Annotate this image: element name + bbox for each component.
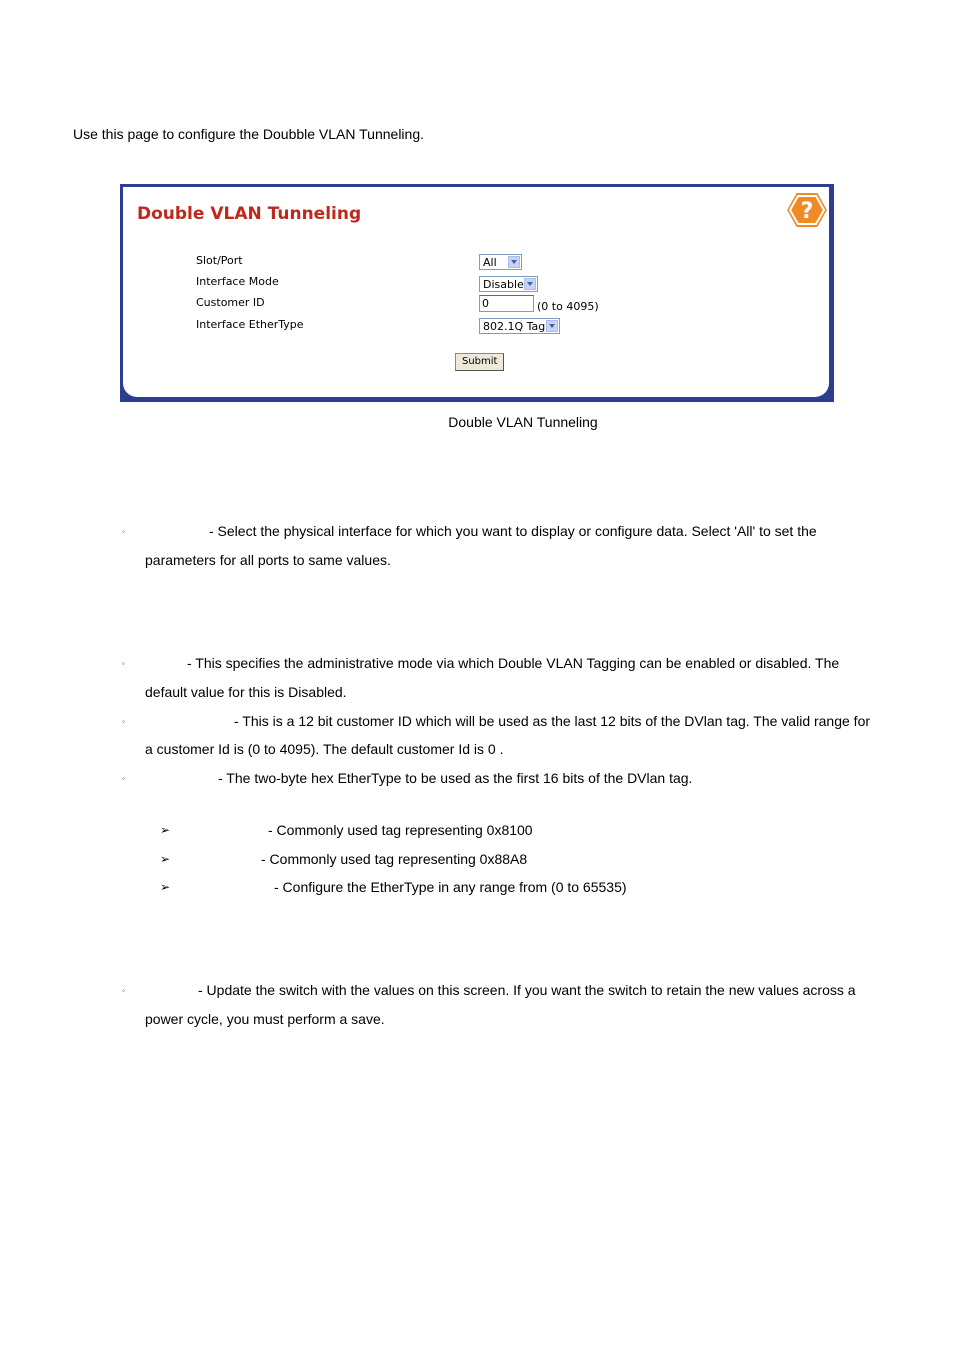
bullet-icon: ◦ (122, 717, 125, 726)
ethertype-value: 802.1Q Tag (483, 320, 546, 333)
interface-mode-label: Interface Mode (196, 275, 279, 288)
arrow-bullet-icon: ➢ (160, 880, 171, 894)
submit-desc-line1: - Update the switch with the values on this screen. If you want the switch to retain the new values across a (198, 982, 856, 998)
mode-desc-line1: - This specifies the administrative mode via which Double VLAN Tagging can be enabled or disabled. The (187, 655, 840, 671)
customer-id-label: Customer ID (196, 296, 265, 309)
ethertype-label: Interface EtherType (196, 318, 304, 331)
chevron-down-icon (508, 256, 520, 268)
customer-id-hint: (0 to 4095) (537, 300, 599, 313)
chevron-down-icon (546, 320, 558, 332)
question-mark-icon[interactable] (785, 190, 829, 230)
ethertype-desc-line1: - The two-byte hex EtherType to be used as the first 16 bits of the DVlan tag. (218, 770, 693, 786)
bullet-icon: ◦ (122, 986, 125, 995)
mode-desc-line2: default value for this is Disabled. (145, 684, 347, 700)
bullet-icon: ◦ (122, 774, 125, 783)
arrow-bullet-icon: ➢ (160, 852, 171, 866)
slot-port-select[interactable] (479, 254, 522, 270)
slot-port-value: All (483, 256, 497, 269)
ethertype-sub1: - Commonly used tag representing 0x8100 (268, 822, 533, 838)
customer-id-input[interactable]: 0 (479, 295, 534, 312)
panel-title: Double VLAN Tunneling (137, 204, 362, 224)
svg-text:?: ? (800, 199, 814, 224)
ethertype-sub2: - Commonly used tag representing 0x88A8 (261, 851, 528, 867)
bullet-icon: ◦ (122, 659, 125, 668)
bullet-icon: ◦ (122, 527, 125, 536)
slot-port-label: Slot/Port (196, 254, 243, 267)
submit-desc-line2: power cycle, you must perform a save. (145, 1011, 385, 1027)
panel-body (123, 187, 829, 397)
arrow-bullet-icon: ➢ (160, 823, 171, 837)
intro-text: Use this page to configure the Doubble VLAN Tunneling. (73, 126, 425, 142)
figure-caption: Double VLAN Tunneling (448, 414, 598, 430)
customer-desc-line1: - This is a 12 bit customer ID which will be used as the last 12 bits of the DVlan tag. The valid range for (234, 713, 871, 729)
interface-mode-value: Disable (483, 278, 524, 291)
chevron-down-icon (524, 278, 536, 290)
ethertype-sub3: - Configure the EtherType in any range from (0 to 65535) (274, 879, 627, 895)
slot-port-desc-line2: parameters for all ports to same values. (145, 552, 391, 568)
ethertype-select[interactable] (479, 318, 560, 334)
interface-mode-select[interactable] (479, 276, 538, 292)
slot-port-desc-line1: - Select the physical interface for which you want to display or configure data. Select 'All' to set the (209, 523, 817, 539)
customer-desc-line2: a customer Id is (0 to 4095). The default customer Id is 0 . (145, 741, 504, 757)
screenshot-panel (120, 184, 834, 402)
submit-button[interactable]: Submit (455, 353, 504, 371)
